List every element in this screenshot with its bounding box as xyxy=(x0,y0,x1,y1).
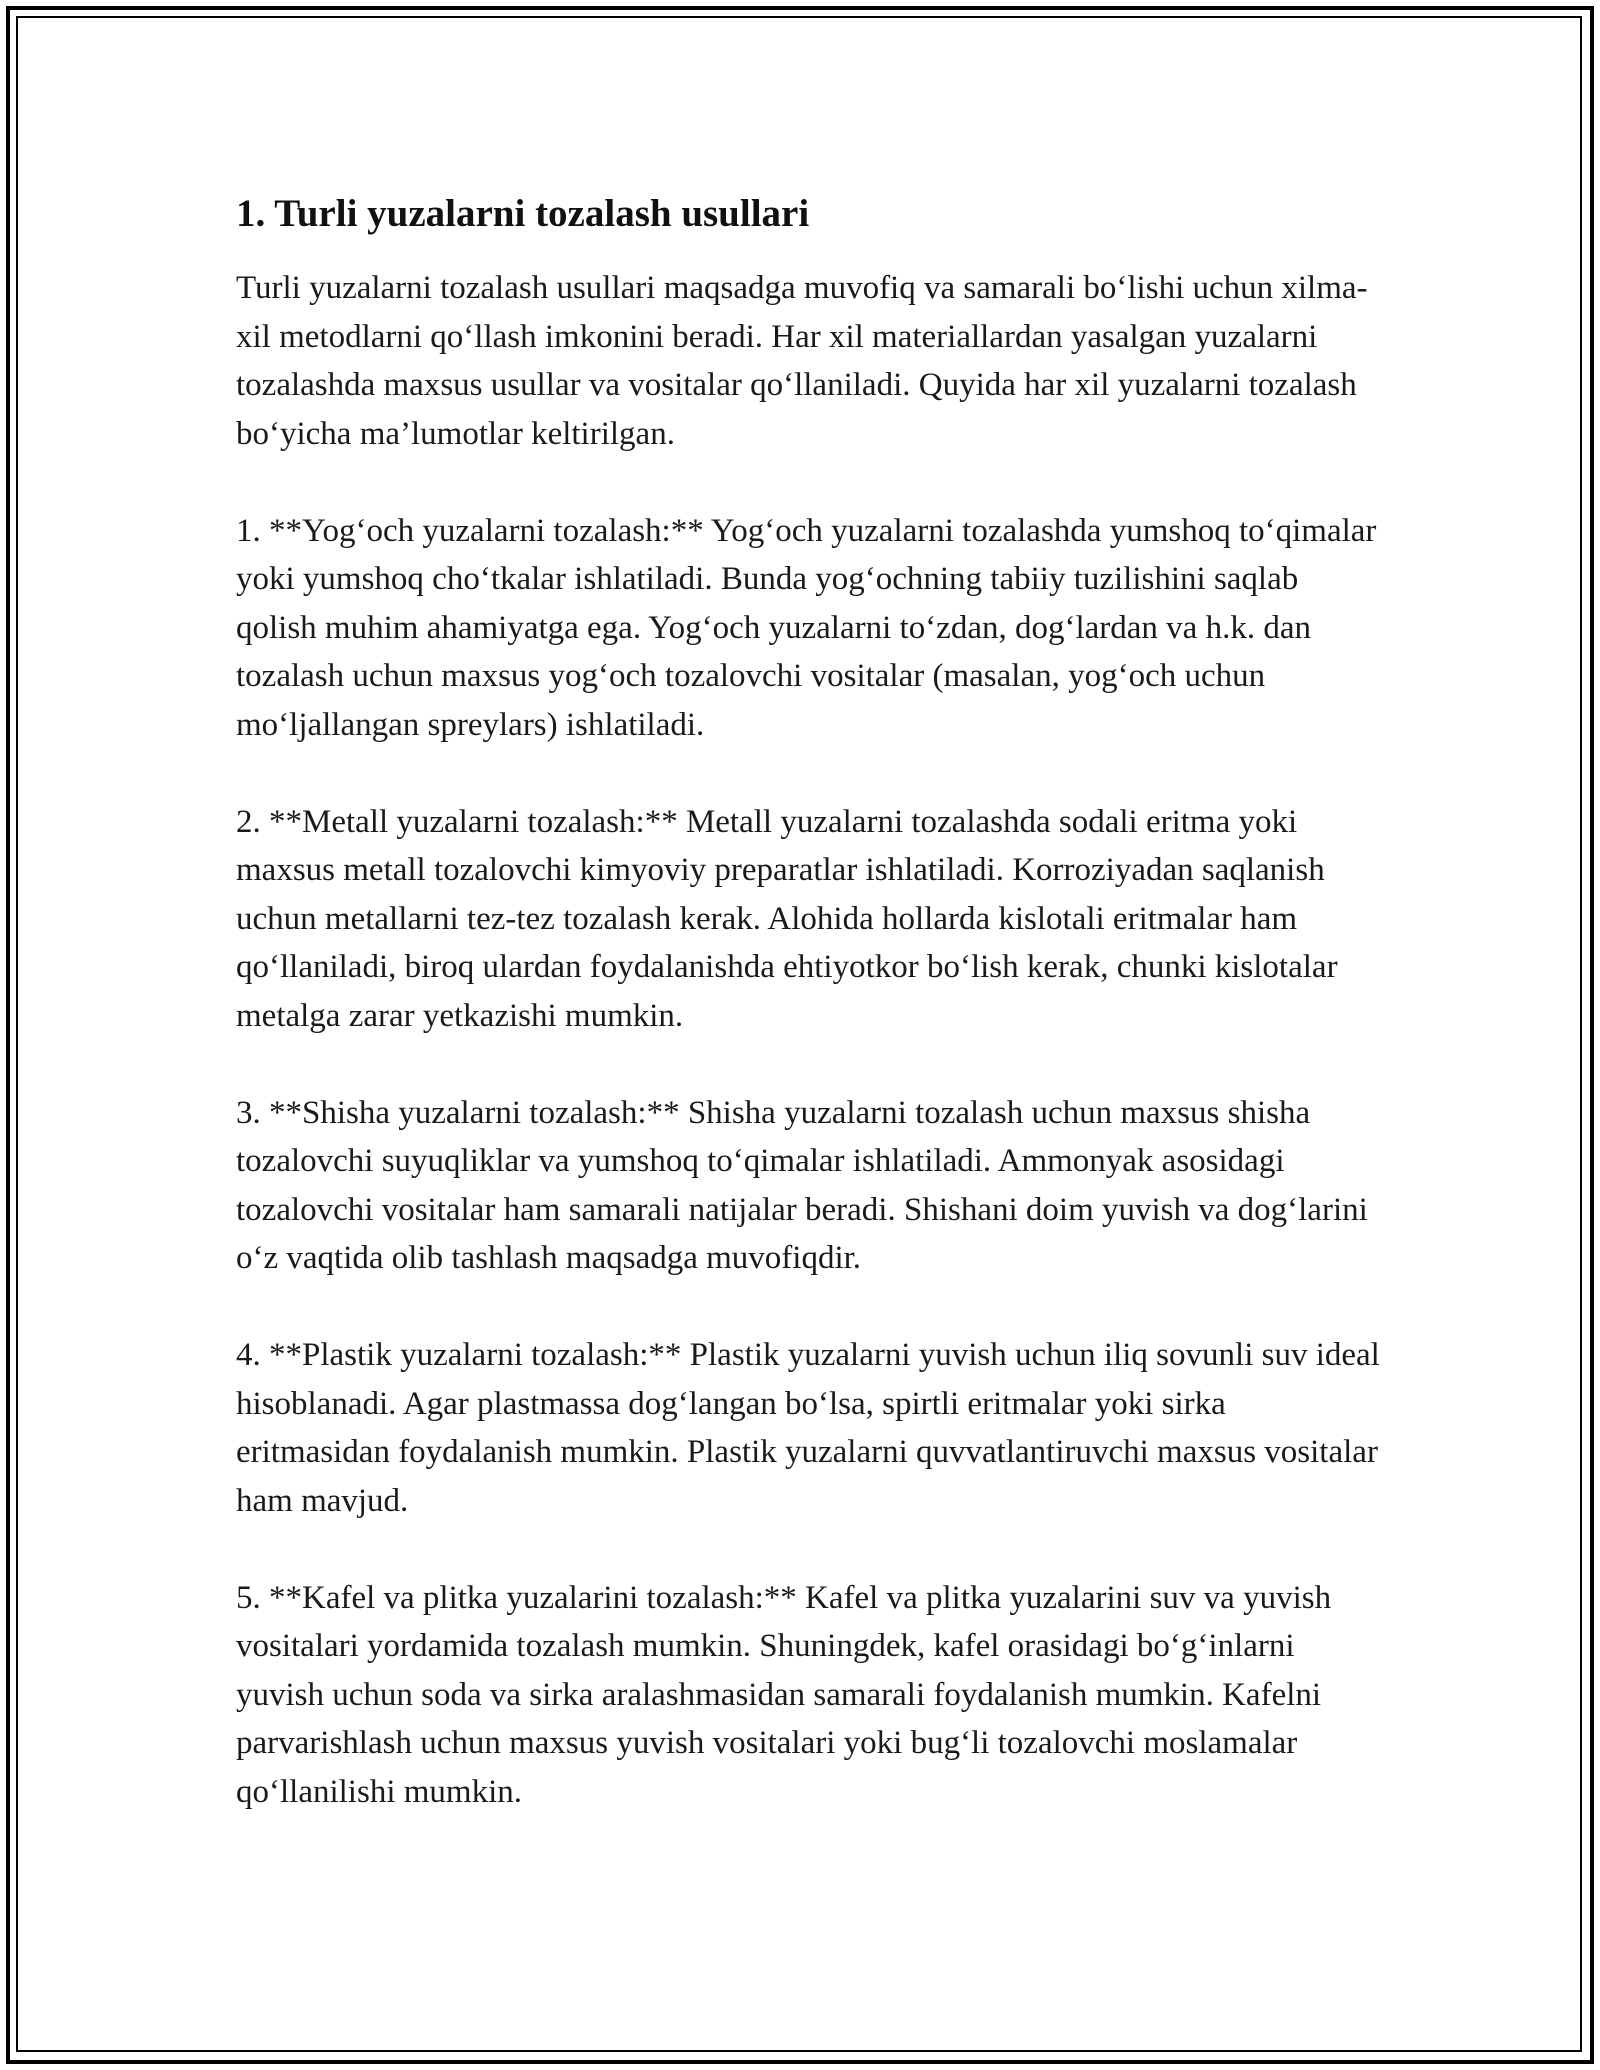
paragraph-wood-surfaces: 1. **Yog‘och yuzalarni tozalash:** Yog‘och yuzalarni tozalashda yumshoq to‘qimalar yoki yumshoq cho‘tkalar ishlatiladi. Bunda yog‘ochning tabiiy tuzilishini saqlab qolish muhim ahamiyatga ega. Yog‘och yuzalarni to‘zdan, dog‘lardan va h.k. dan tozalash uchun maxsus yog‘och tozalovchi vositalar (masalan, yog‘och uchun mo‘ljallangan spreylars) ishlatiladi. xyxy=(236,512,1377,743)
intro-paragraph: Turli yuzalarni tozalash usullari maqsadga muvofiq va samarali bo‘lishi uchun xilma-xil metodlarni qo‘llash imkonini beradi. Har xil materiallardan yasalgan yuzalarni tozalashda maxsus usullar va vositalar qo‘llaniladi. Quyida har xil yuzalarni tozalash bo‘yicha ma’lumotlar keltirilgan. xyxy=(236,270,1368,452)
paragraph-tile-surfaces: 5. **Kafel va plitka yuzalarini tozalash:** Kafel va plitka yuzalarini suv va yuvish vositalari yordamida tozalash mumkin. Shuningdek, kafel orasidagi bo‘g‘inlarni yuvish uchun soda va sirka aralashmasidan samarali foydalanish mumkin. Kafelni parvarishlash uchun maxsus yuvish vositalari yoki bug‘li tozalovchi moslamalar qo‘llanilishi mumkin. xyxy=(236,1579,1332,1810)
document-title: 1. Turli yuzalarni tozalash usullari xyxy=(236,192,810,235)
paragraph-glass-surfaces: 3. **Shisha yuzalarni tozalash:** Shisha yuzalarni tozalash uchun maxsus shisha tozalovchi suyuqliklar va yumshoq to‘qimalar ishlatiladi. Ammonyak asosidagi tozalovchi vositalar ham samarali natijalar beradi. Shishani doim yuvish va dog‘larini o‘z vaqtida olib tashlash maqsadga muvofiqdir. xyxy=(236,1094,1368,1276)
document-body xyxy=(236,190,1386,1865)
paragraph-metal-surfaces: 2. **Metall yuzalarni tozalash:** Metall yuzalarni tozalashda sodali eritma yoki maxsus metall tozalovchi kimyoviy preparatlar ishlatiladi. Korroziyadan saqlanish uchun metallarni tez-tez tozalash kerak. Alohida hollarda kislotali eritmalar ham qo‘llaniladi, biroq ulardan foydalanishda ehtiyotkor bo‘lish kerak, chunki kislotalar metalga zarar yetkazishi mumkin. xyxy=(236,803,1338,1034)
paragraph-plastic-surfaces: 4. **Plastik yuzalarni tozalash:** Plastik yuzalarni yuvish uchun iliq sovunli suv ideal hisoblanadi. Agar plastmassa dog‘langan bo‘lsa, spirtli eritmalar yoki sirka eritmasidan foydalanish mumkin. Plastik yuzalarni quvvatlantiruvchi maxsus vositalar ham mavjud. xyxy=(236,1337,1380,1519)
